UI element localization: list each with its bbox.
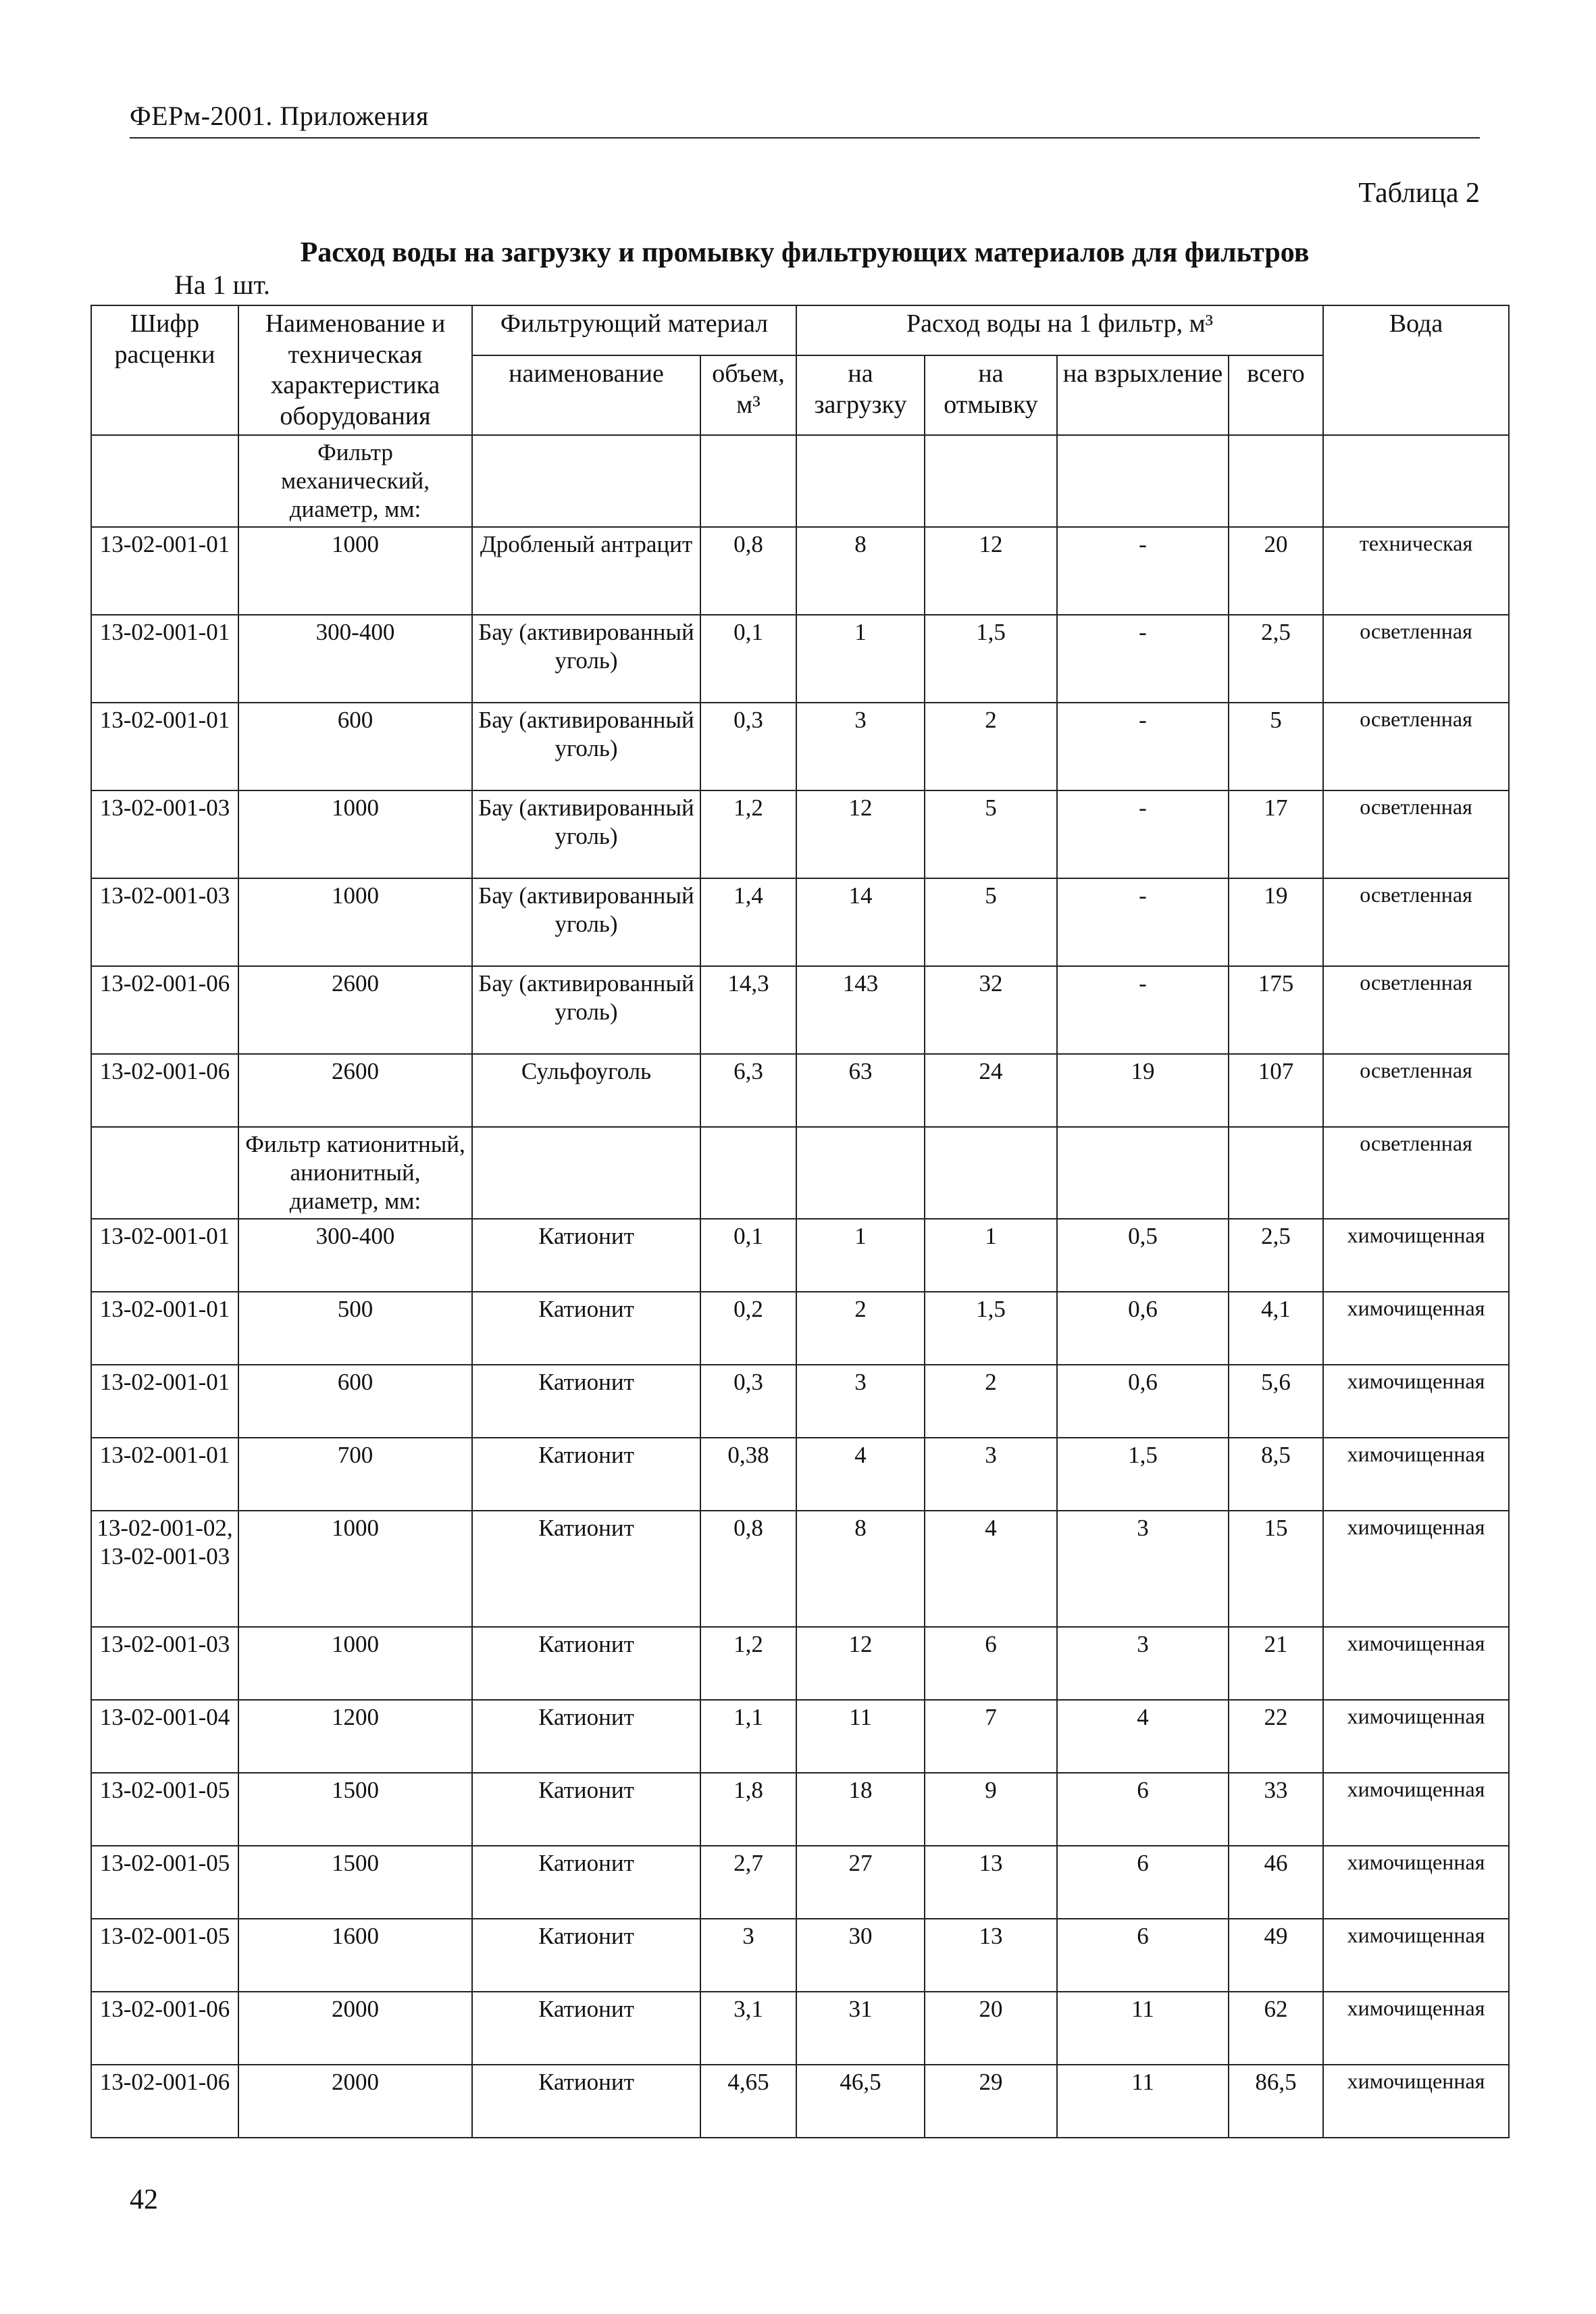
cell-water: осветленная <box>1323 790 1509 878</box>
cell-loosen: 0,6 <box>1057 1292 1229 1365</box>
cell-wash: 13 <box>925 1846 1057 1919</box>
header-water-loosen: на взрыхление <box>1057 355 1229 435</box>
cell-volume: 1,2 <box>700 1627 796 1700</box>
section-label: Фильтр механический, диаметр, мм: <box>238 435 472 527</box>
cell-total: 86,5 <box>1229 2065 1323 2138</box>
cell-loosen: 3 <box>1057 1627 1229 1700</box>
cell-material: Катионит <box>472 1919 700 1992</box>
unit-note: На 1 шт. <box>174 270 270 300</box>
cell-wash: 2 <box>925 1365 1057 1438</box>
cell-water: химочищенная <box>1323 1773 1509 1846</box>
header-water-wash: на отмывку <box>925 355 1057 435</box>
cell-total: 15 <box>1229 1511 1323 1627</box>
cell-load: 1 <box>796 615 925 703</box>
cell-volume: 0,1 <box>700 615 796 703</box>
table-row <box>91 1773 1509 1846</box>
cell-material: Бау (активированный уголь) <box>472 703 700 790</box>
section-empty-cell <box>796 1127 925 1219</box>
table-row <box>91 1219 1509 1292</box>
running-head: ФЕРм-2001. Приложения <box>130 101 429 131</box>
cell-code: 13-02-001-02, 13-02-001-03 <box>91 1511 238 1627</box>
section-empty-cell <box>1057 1127 1229 1219</box>
cell-material: Катионит <box>472 1438 700 1511</box>
cell-load: 3 <box>796 1365 925 1438</box>
table-row <box>91 1846 1509 1919</box>
cell-loosen: - <box>1057 790 1229 878</box>
table-row <box>91 1700 1509 1773</box>
cell-total: 33 <box>1229 1773 1323 1846</box>
cell-volume: 0,8 <box>700 1511 796 1627</box>
cell-load: 2 <box>796 1292 925 1365</box>
cell-wash: 4 <box>925 1511 1057 1627</box>
section-empty-cell <box>472 435 700 527</box>
header-water-group: Расход воды на 1 фильтр, м³ <box>796 305 1323 355</box>
cell-water: химочищенная <box>1323 1627 1509 1700</box>
cell-wash: 20 <box>925 1992 1057 2065</box>
cell-total: 62 <box>1229 1992 1323 2065</box>
cell-diameter: 600 <box>238 1365 472 1438</box>
header-rule <box>130 137 1480 139</box>
cell-load: 1 <box>796 1219 925 1292</box>
cell-wash: 3 <box>925 1438 1057 1511</box>
cell-volume: 1,4 <box>700 878 796 966</box>
cell-water: химочищенная <box>1323 1365 1509 1438</box>
section-empty-cell <box>472 1127 700 1219</box>
cell-water: химочищенная <box>1323 1700 1509 1773</box>
cell-volume: 0,3 <box>700 703 796 790</box>
table-row <box>91 1919 1509 1992</box>
cell-load: 8 <box>796 527 925 615</box>
section-row <box>91 435 1509 527</box>
cell-code: 13-02-001-01 <box>91 1438 238 1511</box>
cell-wash: 29 <box>925 2065 1057 2138</box>
cell-diameter: 2000 <box>238 1992 472 2065</box>
cell-water: осветленная <box>1323 1054 1509 1127</box>
cell-code: 13-02-001-05 <box>91 1919 238 1992</box>
cell-diameter: 1500 <box>238 1846 472 1919</box>
cell-diameter: 700 <box>238 1438 472 1511</box>
cell-code: 13-02-001-06 <box>91 2065 238 2138</box>
table-row <box>91 1438 1509 1511</box>
cell-material: Катионит <box>472 1219 700 1292</box>
header-material-group: Фильтрующий материал <box>472 305 796 355</box>
cell-load: 12 <box>796 1627 925 1700</box>
cell-load: 31 <box>796 1992 925 2065</box>
cell-code: 13-02-001-03 <box>91 1627 238 1700</box>
cell-material: Бау (активированный уголь) <box>472 966 700 1054</box>
cell-load: 3 <box>796 703 925 790</box>
cell-code: 13-02-001-01 <box>91 615 238 703</box>
cell-diameter: 600 <box>238 703 472 790</box>
header-water-total: всего <box>1229 355 1323 435</box>
cell-volume: 0,8 <box>700 527 796 615</box>
cell-load: 11 <box>796 1700 925 1773</box>
cell-wash: 2 <box>925 703 1057 790</box>
cell-diameter: 1000 <box>238 878 472 966</box>
cell-code: 13-02-001-01 <box>91 703 238 790</box>
cell-load: 46,5 <box>796 2065 925 2138</box>
cell-volume: 2,7 <box>700 1846 796 1919</box>
header-material-volume: объем, м³ <box>700 355 796 435</box>
cell-wash: 13 <box>925 1919 1057 1992</box>
cell-total: 17 <box>1229 790 1323 878</box>
cell-wash: 9 <box>925 1773 1057 1846</box>
cell-water: техническая <box>1323 527 1509 615</box>
cell-water: химочищенная <box>1323 1292 1509 1365</box>
cell-material: Бау (активированный уголь) <box>472 615 700 703</box>
header-water-load: на загрузку <box>796 355 925 435</box>
cell-volume: 3,1 <box>700 1992 796 2065</box>
cell-loosen: 11 <box>1057 1992 1229 2065</box>
cell-wash: 1,5 <box>925 615 1057 703</box>
section-empty-cell <box>700 1127 796 1219</box>
cell-material: Бау (активированный уголь) <box>472 878 700 966</box>
cell-diameter: 1000 <box>238 527 472 615</box>
cell-wash: 32 <box>925 966 1057 1054</box>
section-empty-cell <box>1057 435 1229 527</box>
section-row <box>91 1127 1509 1219</box>
cell-volume: 0,3 <box>700 1365 796 1438</box>
cell-total: 22 <box>1229 1700 1323 1773</box>
cell-code: 13-02-001-06 <box>91 1054 238 1127</box>
cell-code: 13-02-001-06 <box>91 966 238 1054</box>
section-empty-cell <box>1229 1127 1323 1219</box>
cell-loosen: 19 <box>1057 1054 1229 1127</box>
cell-code: 13-02-001-01 <box>91 1219 238 1292</box>
cell-loosen: - <box>1057 615 1229 703</box>
cell-water: химочищенная <box>1323 1992 1509 2065</box>
cell-material: Катионит <box>472 2065 700 2138</box>
cell-water: химочищенная <box>1323 1846 1509 1919</box>
cell-total: 49 <box>1229 1919 1323 1992</box>
cell-volume: 0,2 <box>700 1292 796 1365</box>
cell-wash: 5 <box>925 878 1057 966</box>
cell-code: 13-02-001-01 <box>91 1292 238 1365</box>
section-code-cell <box>91 1127 238 1219</box>
cell-water: химочищенная <box>1323 1511 1509 1627</box>
cell-volume: 4,65 <box>700 2065 796 2138</box>
header-water-type: Вода <box>1323 305 1509 435</box>
table-label: Таблица 2 <box>1358 178 1480 209</box>
cell-loosen: 0,6 <box>1057 1365 1229 1438</box>
header-material-name: наименование <box>472 355 700 435</box>
cell-code: 13-02-001-04 <box>91 1700 238 1773</box>
cell-load: 143 <box>796 966 925 1054</box>
cell-total: 20 <box>1229 527 1323 615</box>
cell-material: Катионит <box>472 1992 700 2065</box>
cell-material: Катионит <box>472 1773 700 1846</box>
cell-material: Сульфоуголь <box>472 1054 700 1127</box>
cell-wash: 6 <box>925 1627 1057 1700</box>
cell-loosen: - <box>1057 966 1229 1054</box>
cell-material: Катионит <box>472 1292 700 1365</box>
table-title: Расход воды на загрузку и промывку фильтрующих материалов для фильтров <box>300 237 1310 268</box>
cell-material: Катионит <box>472 1846 700 1919</box>
cell-loosen: 4 <box>1057 1700 1229 1773</box>
cell-wash: 7 <box>925 1700 1057 1773</box>
cell-load: 14 <box>796 878 925 966</box>
table-row <box>91 703 1509 790</box>
page-number: 42 <box>130 2184 158 2215</box>
cell-volume: 3 <box>700 1919 796 1992</box>
table-row <box>91 1292 1509 1365</box>
cell-total: 2,5 <box>1229 1219 1323 1292</box>
cell-volume: 6,3 <box>700 1054 796 1127</box>
table-row <box>91 527 1509 615</box>
cell-diameter: 2600 <box>238 1054 472 1127</box>
section-water: осветленная <box>1323 1127 1509 1219</box>
cell-diameter: 1500 <box>238 1773 472 1846</box>
cell-diameter: 1600 <box>238 1919 472 1992</box>
cell-loosen: 3 <box>1057 1511 1229 1627</box>
cell-total: 4,1 <box>1229 1292 1323 1365</box>
cell-load: 63 <box>796 1054 925 1127</box>
cell-loosen: 6 <box>1057 1773 1229 1846</box>
table-row <box>91 1992 1509 2065</box>
cell-diameter: 2600 <box>238 966 472 1054</box>
section-water <box>1323 435 1509 527</box>
cell-total: 5 <box>1229 703 1323 790</box>
cell-loosen: 1,5 <box>1057 1438 1229 1511</box>
cell-volume: 0,1 <box>700 1219 796 1292</box>
cell-load: 30 <box>796 1919 925 1992</box>
cell-load: 12 <box>796 790 925 878</box>
section-empty-cell <box>700 435 796 527</box>
cell-material: Катионит <box>472 1700 700 1773</box>
cell-diameter: 300-400 <box>238 1219 472 1292</box>
cell-diameter: 1000 <box>238 790 472 878</box>
cell-material: Катионит <box>472 1511 700 1627</box>
cell-total: 19 <box>1229 878 1323 966</box>
cell-material: Бау (активированный уголь) <box>472 790 700 878</box>
table-row <box>91 966 1509 1054</box>
cell-total: 46 <box>1229 1846 1323 1919</box>
cell-water: осветленная <box>1323 878 1509 966</box>
table-row <box>91 1365 1509 1438</box>
cell-total: 2,5 <box>1229 615 1323 703</box>
cell-code: 13-02-001-01 <box>91 527 238 615</box>
cell-total: 8,5 <box>1229 1438 1323 1511</box>
cell-wash: 5 <box>925 790 1057 878</box>
section-empty-cell <box>925 1127 1057 1219</box>
table-row <box>91 1511 1509 1627</box>
cell-wash: 24 <box>925 1054 1057 1127</box>
cell-diameter: 2000 <box>238 2065 472 2138</box>
cell-material: Дробленый антрацит <box>472 527 700 615</box>
cell-code: 13-02-001-05 <box>91 1846 238 1919</box>
section-code-cell <box>91 435 238 527</box>
cell-total: 5,6 <box>1229 1365 1323 1438</box>
cell-loosen: - <box>1057 878 1229 966</box>
cell-water: осветленная <box>1323 615 1509 703</box>
table-row <box>91 878 1509 966</box>
cell-code: 13-02-001-05 <box>91 1773 238 1846</box>
table-row <box>91 1627 1509 1700</box>
cell-volume: 14,3 <box>700 966 796 1054</box>
cell-code: 13-02-001-03 <box>91 790 238 878</box>
table-row <box>91 615 1509 703</box>
cell-diameter: 1200 <box>238 1700 472 1773</box>
section-empty-cell <box>1229 435 1323 527</box>
cell-loosen: - <box>1057 703 1229 790</box>
cell-code: 13-02-001-06 <box>91 1992 238 2065</box>
section-label: Фильтр катионитный, анионитный, диаметр, мм: <box>238 1127 472 1219</box>
cell-water: химочищенная <box>1323 1219 1509 1292</box>
table-row <box>91 790 1509 878</box>
cell-wash: 1 <box>925 1219 1057 1292</box>
section-empty-cell <box>796 435 925 527</box>
cell-loosen: 11 <box>1057 2065 1229 2138</box>
header-equipment: Наименование и техническая характеристика оборудования <box>238 305 472 435</box>
cell-diameter: 500 <box>238 1292 472 1365</box>
cell-water: осветленная <box>1323 703 1509 790</box>
cell-diameter: 300-400 <box>238 615 472 703</box>
cell-material: Катионит <box>472 1627 700 1700</box>
cell-diameter: 1000 <box>238 1511 472 1627</box>
section-empty-cell <box>925 435 1057 527</box>
cell-total: 175 <box>1229 966 1323 1054</box>
cell-loosen: 6 <box>1057 1846 1229 1919</box>
cell-load: 27 <box>796 1846 925 1919</box>
cell-wash: 12 <box>925 527 1057 615</box>
cell-water: химочищенная <box>1323 2065 1509 2138</box>
cell-diameter: 1000 <box>238 1627 472 1700</box>
cell-total: 107 <box>1229 1054 1323 1127</box>
cell-load: 4 <box>796 1438 925 1511</box>
cell-volume: 1,1 <box>700 1700 796 1773</box>
table-body <box>91 435 1509 2138</box>
cell-water: осветленная <box>1323 966 1509 1054</box>
cell-code: 13-02-001-01 <box>91 1365 238 1438</box>
cell-load: 8 <box>796 1511 925 1627</box>
cell-total: 21 <box>1229 1627 1323 1700</box>
water-consumption-table <box>91 305 1510 2138</box>
cell-volume: 1,2 <box>700 790 796 878</box>
cell-water: химочищенная <box>1323 1438 1509 1511</box>
table-row <box>91 2065 1509 2138</box>
cell-water: химочищенная <box>1323 1919 1509 1992</box>
cell-loosen: 6 <box>1057 1919 1229 1992</box>
cell-volume: 0,38 <box>700 1438 796 1511</box>
cell-code: 13-02-001-03 <box>91 878 238 966</box>
cell-loosen: 0,5 <box>1057 1219 1229 1292</box>
cell-wash: 1,5 <box>925 1292 1057 1365</box>
table-row <box>91 1054 1509 1127</box>
cell-volume: 1,8 <box>700 1773 796 1846</box>
cell-material: Катионит <box>472 1365 700 1438</box>
header-code: Шифр расценки <box>91 305 238 435</box>
cell-loosen: - <box>1057 527 1229 615</box>
cell-load: 18 <box>796 1773 925 1846</box>
